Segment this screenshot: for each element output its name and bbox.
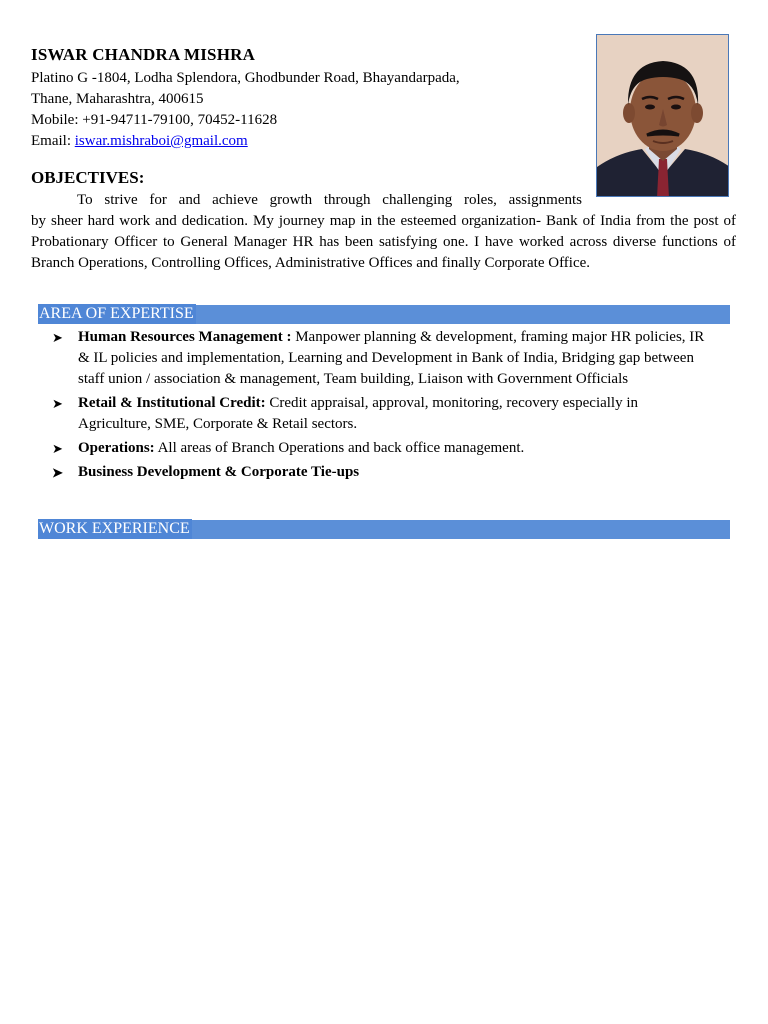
list-item (52, 462, 712, 483)
address-line-1: Platino G -1804, Lodha Splendora, Ghodbunder Road, Bhayandarpada, (31, 70, 460, 86)
address-line-2: Thane, Maharashtra, 400615 (31, 91, 204, 107)
expertise-item-text: Manpower planning & development, framing major HR policies, IR & IL policies and implementation, Learning and Development in Bank of India, Bridging gap between staff union / association & management, Team building, Liaison with Government Officials (78, 329, 705, 387)
objectives-first-line: To strive for and achieve growth through challenging roles, assignments (77, 192, 582, 208)
arrow-bullet-icon: ➤ (52, 396, 63, 411)
email-label: Email: (31, 133, 75, 149)
expertise-item-text: All areas of Branch Operations and back office management. (154, 440, 525, 456)
objectives-heading: OBJECTIVES: (31, 168, 145, 187)
email-link[interactable]: iswar.mishraboi@gmail.com (74, 133, 248, 149)
expertise-heading: AREA OF EXPERTISE (39, 305, 194, 322)
mobile-number: Mobile: +91-94711-79100, 70452-11628 (31, 112, 278, 128)
expertise-item-text: Credit appraisal, approval, monitoring, recovery especially in Agriculture, SME, Corporate & Retail sectors. (78, 395, 639, 432)
arrow-bullet-icon: ➤ (52, 465, 63, 480)
list-item (52, 393, 712, 435)
portrait-image (597, 35, 729, 197)
expertise-list (52, 327, 712, 486)
expertise-item-title: Operations: (78, 440, 155, 456)
work-experience-heading: WORK EXPERIENCE (39, 520, 190, 537)
arrow-bullet-icon: ➤ (52, 441, 63, 456)
profile-photo (596, 34, 729, 197)
expertise-section-bar (38, 305, 730, 324)
list-item (52, 327, 712, 390)
objectives-text: by sheer hard work and dedication. My journey map in the esteemed organization- Bank of India from the post of Probationary Officer to General Manager HR has been satisfying one. I have worked across diverse functions of Branch Operations, Controlling Offices, Administrative Offices and finally Corporate Office. (31, 213, 736, 271)
email-row (31, 131, 248, 152)
expertise-item-title: Retail & Institutional Credit: (78, 395, 266, 411)
expertise-item-title: Human Resources Management : (78, 329, 296, 345)
expertise-item-title: Business Development & Corporate Tie-ups (78, 464, 360, 480)
work-experience-section-bar (38, 520, 730, 539)
list-item (52, 438, 712, 459)
candidate-name: ISWAR CHANDRA MISHRA (31, 45, 256, 64)
arrow-bullet-icon: ➤ (52, 330, 63, 345)
